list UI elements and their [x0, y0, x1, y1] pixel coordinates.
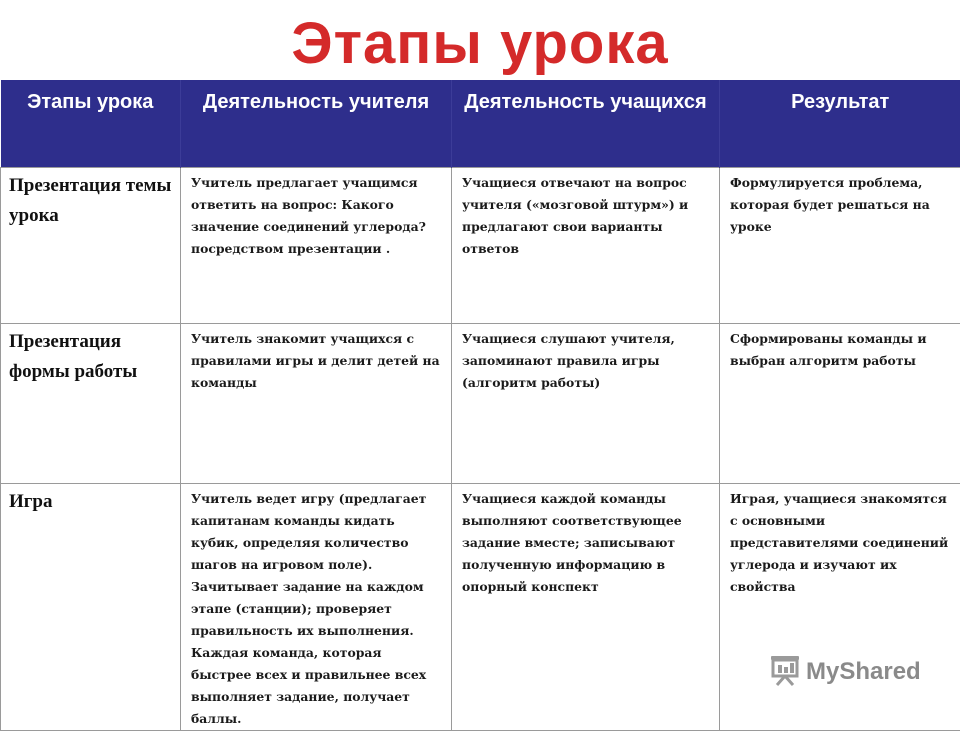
student-activity-cell: Учащиеся каждой команды выполняют соответствующее задание вместе; записывают полученную информацию в опорный конспект	[452, 484, 720, 731]
stage-cell: Презентация формы работы	[1, 324, 181, 484]
result-cell: Сформированы команды и выбран алгоритм работы	[720, 324, 960, 484]
lesson-stages-table	[0, 80, 960, 731]
header-student-activity: Деятельность учащихся	[452, 80, 720, 168]
header-result: Результат	[720, 80, 960, 168]
header-teacher-activity: Деятельность учителя	[181, 80, 452, 168]
result-cell: Играя, учащиеся знакомятся с основными представителями соединений углерода и изучают их свойства	[720, 484, 960, 731]
teacher-activity-cell: Учитель ведет игру (предлагает капитанам команды кидать кубик, определяя количество шагов на игровом поле). Зачитывает задание на каждом этапе (станции); проверяет правильность их выполнения. Каждая команда, которая быстрее всех и правильнее всех выполняет задание, получает баллы.	[181, 484, 452, 731]
stage-cell: Игра	[1, 484, 181, 731]
result-cell: Формулируется проблема, которая будет решаться на уроке	[720, 168, 960, 324]
watermark	[768, 652, 921, 692]
slide-title: Этапы урока	[0, 8, 960, 80]
student-activity-cell: Учащиеся слушают учителя, запоминают правила игры (алгоритм работы)	[452, 324, 720, 484]
header-stages: Этапы урока	[1, 80, 181, 168]
table-row	[1, 324, 960, 484]
stage-cell: Презентация темы урока	[1, 168, 181, 324]
teacher-activity-cell: Учитель предлагает учащимся ответить на вопрос: Какого значение соединений углерода? посредством презентации .	[181, 168, 452, 324]
table-header-row	[1, 80, 960, 168]
student-activity-cell: Учащиеся отвечают на вопрос учителя («мозговой штурм») и предлагают свои варианты ответов	[452, 168, 720, 324]
watermark-text: MyShared	[806, 658, 921, 686]
table-row	[1, 484, 960, 731]
teacher-activity-cell: Учитель знакомит учащихся с правилами игры и делит детей на команды	[181, 324, 452, 484]
table-row	[1, 168, 960, 324]
presentation-board-icon	[768, 654, 802, 691]
